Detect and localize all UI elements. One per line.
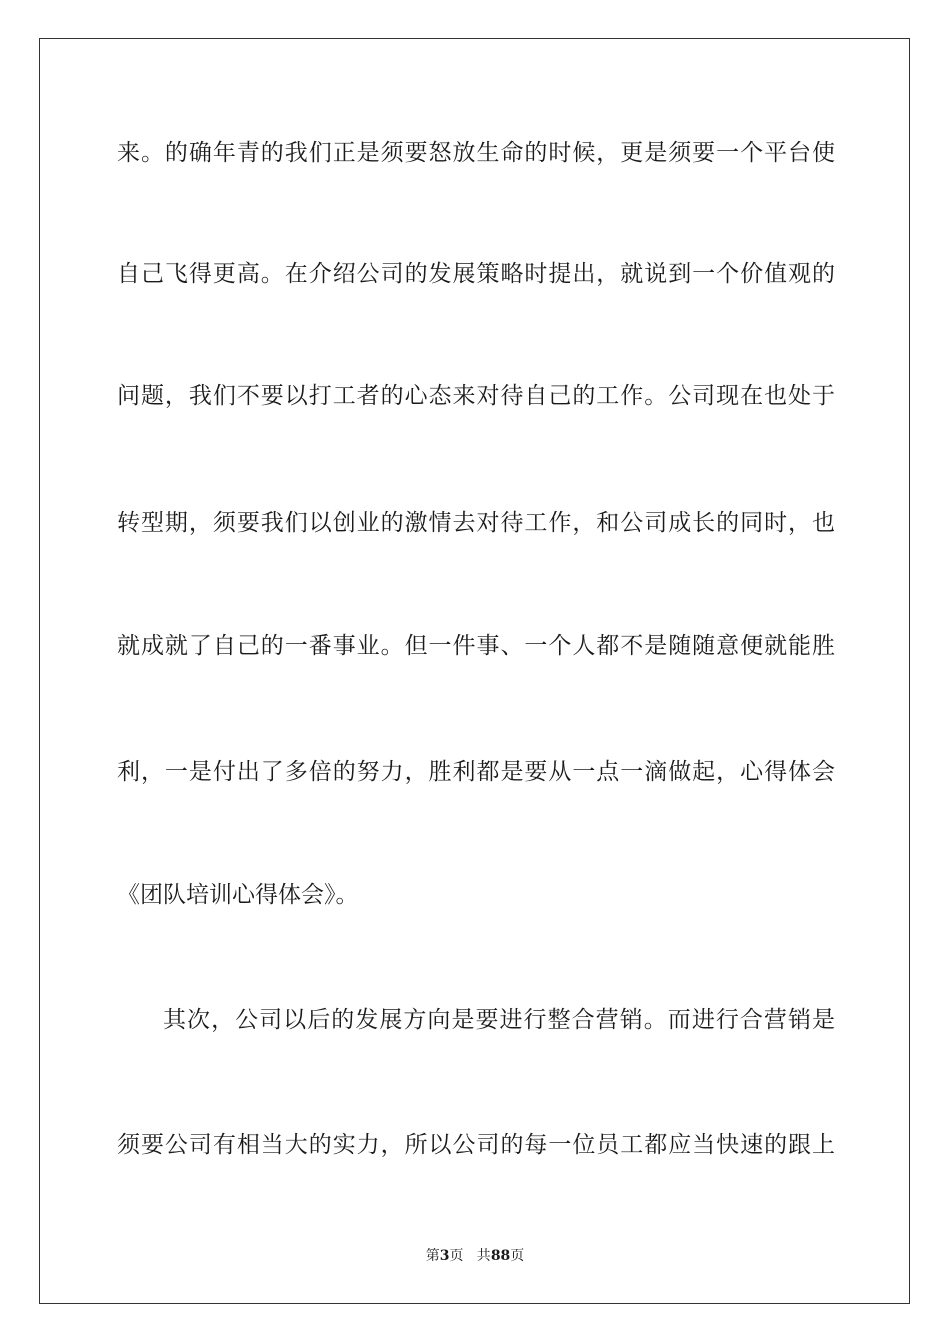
- body-line-9: 须要公司有相当大的实力，所以公司的每一位员工都应当快速的跟上: [117, 1132, 835, 1158]
- footer-prefix: 第: [425, 1248, 440, 1264]
- body-line-3: 问题，我们不要以打工者的心态来对待自己的工作。公司现在也处于: [117, 383, 835, 409]
- page-border: [39, 38, 910, 1304]
- body-line-5: 就成就了自己的一番事业。但一件事、一个人都不是随随意便就能胜: [117, 633, 835, 659]
- body-line-6: 利，一是付出了多倍的努力，胜利都是要从一点一滴做起，心得体会: [117, 759, 835, 785]
- body-line-1: 来。的确年青的我们正是须要怒放生命的时候，更是须要一个平台使: [117, 140, 835, 166]
- current-page-number: 3: [439, 1248, 450, 1264]
- footer-middle: 页 共: [449, 1248, 491, 1264]
- body-line-7: 《团队培训心得体会》。: [117, 882, 359, 908]
- body-line-4: 转型期，须要我们以创业的激情去对待工作，和公司成长的同时，也: [117, 510, 835, 536]
- body-line-8: 其次，公司以后的发展方向是要进行整合营销。而进行合营销是: [163, 1007, 835, 1033]
- footer-suffix: 页: [510, 1248, 525, 1264]
- total-page-number: 88: [490, 1248, 511, 1264]
- page-number-footer: [0, 1246, 950, 1266]
- body-line-2: 自己飞得更高。在介绍公司的发展策略时提出，就说到一个价值观的: [117, 261, 835, 287]
